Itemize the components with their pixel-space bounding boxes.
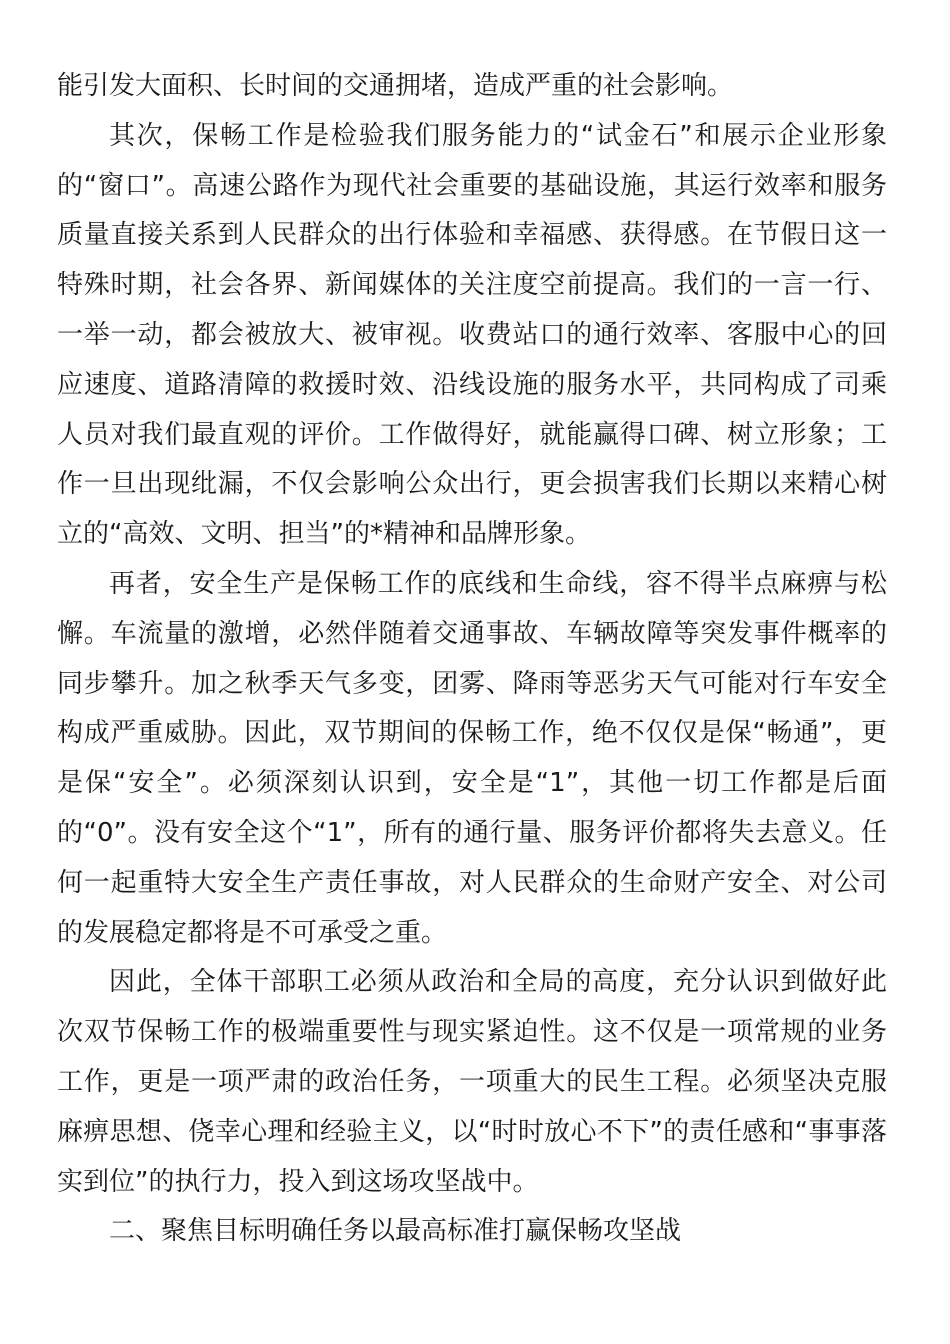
document-body bbox=[57, 62, 887, 1257]
paragraph-conclusion: 因此，全体干部职工必须从政治和全局的高度，充分认识到做好此次双节保畅工作的极端重要性与现实紧迫性。这不仅是一项常规的业务工作，更是一项严肃的政治任务，一项重大的民生工程。必须坚决克服麻痹思想、侥幸心理和经验主义，以“时时放心不下”的责任感和“事事落实到位”的执行力，投入到这场攻坚战中。 bbox=[57, 967, 887, 1197]
paragraph-service-capability: 其次，保畅工作是检验我们服务能力的“试金石”和展示企业形象的“窗口”。高速公路作为现代社会重要的基础设施，其运行效率和服务质量直接关系到人民群众的出行体验和幸福感、获得感。在节假日这一特殊时期，社会各界、新闻媒体的关注度空前提高。我们的一言一行、一举一动，都会被放大、被审视。收费站口的通行效率、客服中心的回应速度、道路清障的救援时效、沿线设施的服务水平，共同构成了司乘人员对我们最直观的评价。工作做得好，就能赢得口碑、树立形象；工作一旦出现纰漏，不仅会影响公众出行，更会损害我们长期以来精心树立的“高效、文明、担当”的*精神和品牌形象。 bbox=[57, 120, 887, 550]
paragraph-continuation: 能引发大面积、长时间的交通拥堵，造成严重的社会影响。 bbox=[57, 71, 734, 101]
paragraph-safety-production: 再者，安全生产是保畅工作的底线和生命线，容不得半点麻痹与松懈。车流量的激增，必然伴随着交通事故、车辆故障等突发事件概率的同步攀升。加之秋季天气多变，团雾、降雨等恶劣天气可能对行车安全构成严重威胁。因此，双节期间的保畅工作，绝不仅仅是保“畅通”，更是保“安全”。必须深刻认识到，安全是“1”，其他一切工作都是后面的“0”。没有安全这个“1”，所有的通行量、服务评价都将失去意义。任何一起重特大安全生产责任事故，对人民群众的生命财产安全、对公司的发展稳定都将是不可承受之重。 bbox=[57, 568, 887, 948]
section-heading: 二、聚焦目标明确任务以最高标准打赢保畅攻坚战 bbox=[109, 1216, 682, 1247]
